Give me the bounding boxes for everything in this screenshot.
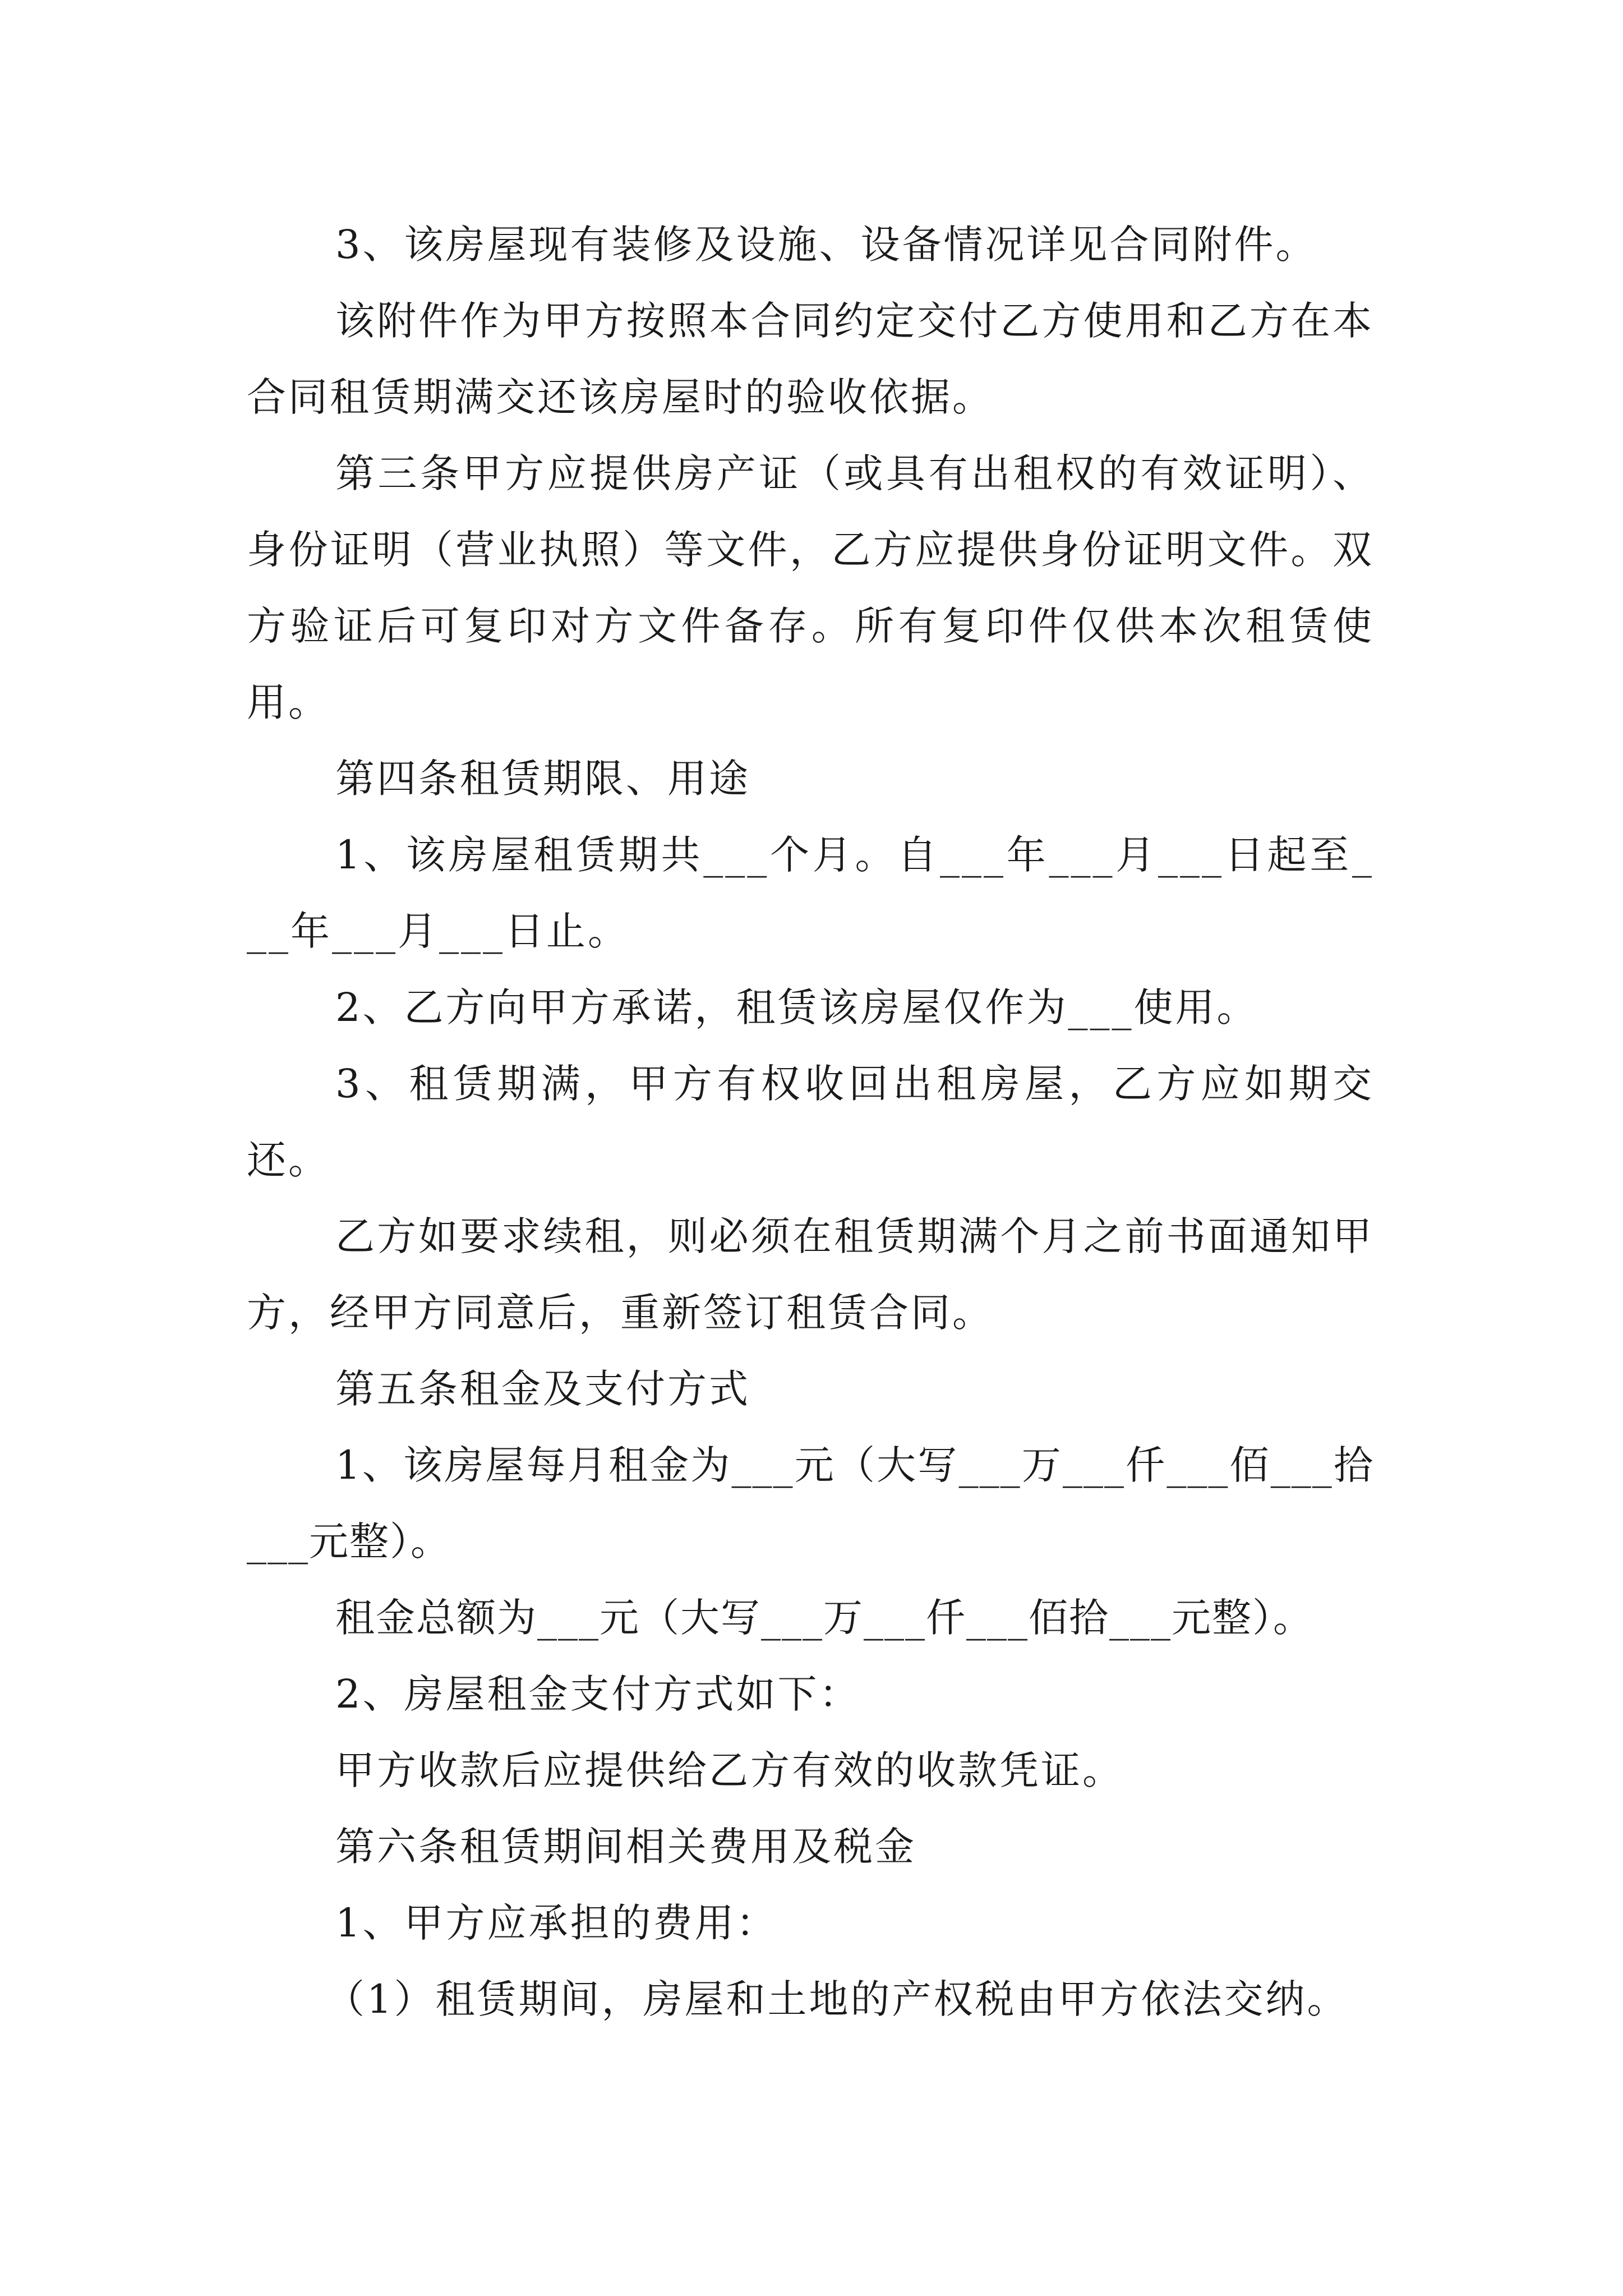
document-body (247, 206, 1374, 2037)
clause-4-3-expiry: 3、租赁期满，甲方有权收回出租房屋，乙方应如期交还。 (247, 1061, 1374, 1183)
clause-5-1-monthly-rent: 1、该房屋每月租金为___元（大写___万___仟___佰___拾___元整）。 (247, 1442, 1374, 1565)
clause-3-decoration-facilities: 3、该房屋现有装修及设施、设备情况详见合同附件。 (335, 222, 1317, 268)
article-4-heading: 第四条租赁期限、用途 (335, 756, 750, 802)
renewal-notice: 乙方如要求续租，则必须在租赁期满个月之前书面通知甲方，经甲方同意后，重新签订租赁合同。 (247, 1213, 1374, 1336)
clause-6-1-lessor-fees: 1、甲方应承担的费用： (335, 1900, 778, 1946)
clause-5-2-payment-method: 2、房屋租金支付方式如下： (335, 1671, 861, 1717)
total-rent: 租金总额为___元（大写___万___仟___佰拾___元整）。 (335, 1595, 1313, 1641)
article-5-heading: 第五条租金及支付方式 (335, 1366, 750, 1412)
article-6-heading: 第六条租赁期间相关费用及税金 (335, 1824, 916, 1870)
clause-6-1-1-property-tax: （1）租赁期间，房屋和土地的产权税由甲方依法交纳。 (325, 1976, 1349, 2022)
attachment-acceptance-basis: 该附件作为甲方按照本合同约定交付乙方使用和乙方在本合同租赁期满交还该房屋时的验收依据。 (247, 298, 1374, 420)
clause-4-2-usage: 2、乙方向甲方承诺，租赁该房屋仅作为___使用。 (335, 984, 1258, 1030)
article-3-documents: 第三条甲方应提供房产证（或具有出租权的有效证明）、身份证明（营业执照）等文件，乙方应提供身份证明文件。双方验证后可复印对方文件备存。所有复印件仅供本次租赁使用。 (247, 450, 1374, 725)
receipt-requirement: 甲方收款后应提供给乙方有效的收款凭证。 (335, 1747, 1124, 1793)
clause-4-1-lease-term: 1、该房屋租赁期共___个月。自___年___月___日起至___年___月___日止。 (247, 832, 1374, 954)
